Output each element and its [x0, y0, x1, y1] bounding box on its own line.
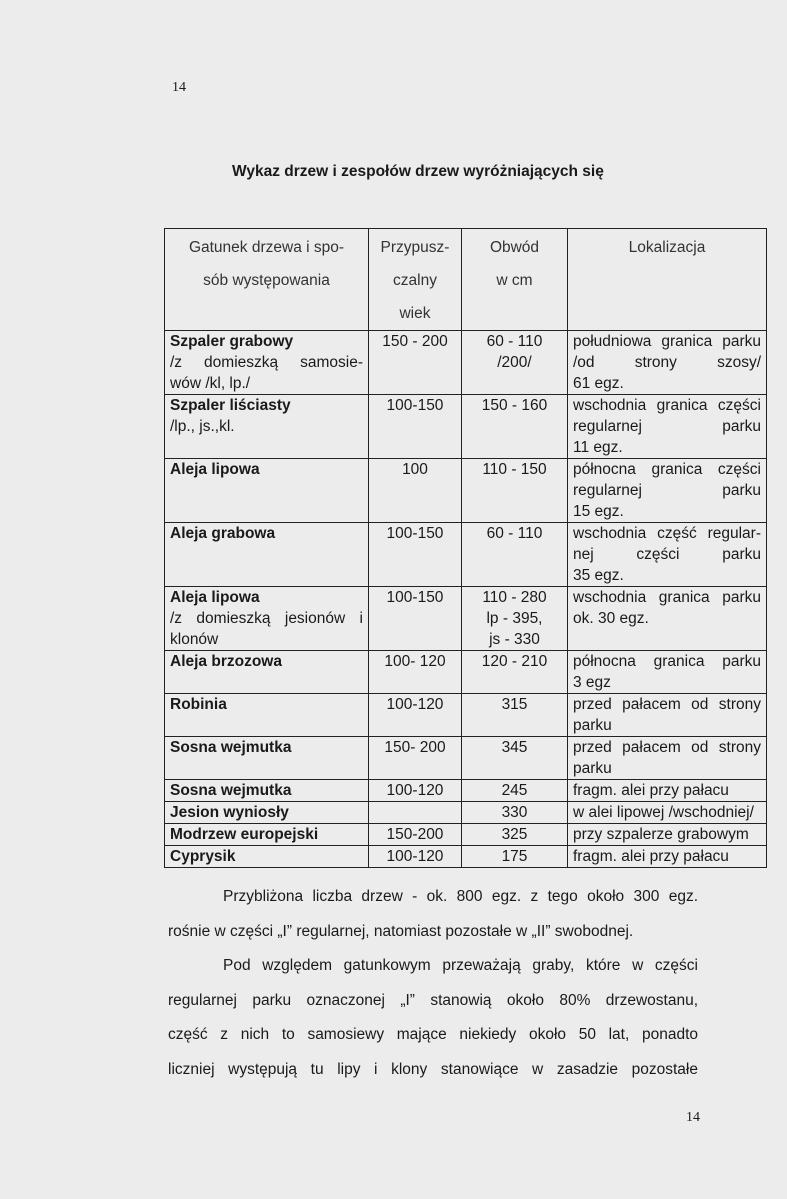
location-cell: [568, 587, 767, 651]
table-row: [165, 694, 767, 737]
circumference-cell: [462, 459, 568, 523]
paragraph-line: regularnej parku oznaczonej „I” stanowią około 80% drzewostanu,: [168, 991, 698, 1009]
species-name: Sosna wejmutka: [170, 739, 292, 756]
species-cell: [165, 737, 369, 780]
species-detail: klonów: [170, 631, 219, 648]
location-cell: [568, 802, 767, 824]
circumference-line: 120 - 210: [481, 653, 548, 670]
location-line: w alei lipowej /wschodniej/: [573, 804, 754, 821]
species-cell: [165, 523, 369, 587]
age-cell: 100-150: [369, 587, 462, 651]
table-row: [165, 737, 767, 780]
age-cell: 150-200: [369, 824, 462, 846]
age-cell: 100-120: [369, 780, 462, 802]
location-cell: [568, 824, 767, 846]
circumference-cell: [462, 846, 568, 868]
table-row: [165, 780, 767, 802]
location-line: regularnej parku: [573, 418, 761, 435]
table-row: [165, 395, 767, 459]
location-cell: [568, 737, 767, 780]
table-row: [165, 846, 767, 868]
species-detail: /lp., js.,kl.: [170, 418, 235, 435]
location-line: parku: [573, 760, 612, 777]
table-row: [165, 587, 767, 651]
age-cell: 100- 120: [369, 651, 462, 694]
location-cell: [568, 694, 767, 737]
circumference-line: 110 - 280: [482, 589, 547, 606]
species-cell: [165, 694, 369, 737]
table-row: [165, 651, 767, 694]
age-cell: 150 - 200: [369, 331, 462, 395]
species-detail: wów /kl, lp./: [170, 375, 251, 392]
circumference-line: js - 330: [489, 631, 540, 648]
location-line: 15 egz.: [573, 503, 624, 520]
circumference-line: 245: [501, 782, 528, 799]
age-cell: [369, 802, 462, 824]
species-cell: [165, 651, 369, 694]
location-line: fragm. alei przy pałacu: [573, 782, 729, 799]
location-cell: [568, 459, 767, 523]
location-line: parku: [573, 717, 612, 734]
circumference-cell: [462, 737, 568, 780]
species-cell: [165, 824, 369, 846]
paragraph-line: część z nich to samosiewy mające niekiedy około 50 lat, ponadto: [168, 1026, 698, 1043]
species-detail: /z domieszką jesionów i: [170, 610, 363, 627]
age-cell: 100: [369, 459, 462, 523]
circumference-cell: [462, 802, 568, 824]
location-line: nej części parku: [573, 546, 761, 563]
document-title: Wykaz drzew i zespołów drzew wyróżniających się: [232, 163, 604, 180]
header-species: Gatunek drzewa i spo- sób występowania: [165, 229, 369, 331]
header-age: Przypusz- czalny wiek: [369, 229, 462, 331]
circumference-line: 330: [501, 804, 528, 821]
paragraph-line: rośnie w części „I” regularnej, natomiast pozostałe w „II” swobodnej.: [168, 922, 634, 940]
body-text: [168, 880, 698, 1087]
species-name: Aleja lipowa: [170, 589, 260, 606]
location-line: 3 egz: [573, 674, 611, 691]
location-line: przy szpalerze grabowym: [573, 826, 749, 843]
location-line: 35 egz.: [573, 567, 624, 584]
location-line: /od strony szosy/: [573, 354, 761, 371]
age-cell: 100-120: [369, 846, 462, 868]
location-line: wschodnia granica parku: [573, 589, 761, 606]
species-cell: [165, 395, 369, 459]
location-cell: [568, 523, 767, 587]
location-line: przed pałacem od strony: [573, 739, 761, 756]
circumference-line: 150 - 160: [481, 397, 548, 414]
circumference-cell: [462, 694, 568, 737]
table-header-row: [165, 229, 767, 331]
species-name: Szpaler liściasty: [170, 397, 291, 414]
age-cell: 150- 200: [369, 737, 462, 780]
circumference-cell: [462, 331, 568, 395]
species-name: Aleja brzozowa: [170, 653, 282, 670]
page-number-top: 14: [172, 80, 186, 95]
circumference-cell: [462, 780, 568, 802]
species-cell: [165, 846, 369, 868]
age-cell: 100-150: [369, 523, 462, 587]
age-cell: 100-120: [369, 694, 462, 737]
species-name: Modrzew europejski: [170, 826, 319, 843]
table-row: [165, 459, 767, 523]
location-line: wschodnia granica części: [573, 397, 761, 414]
table-row: [165, 802, 767, 824]
location-line: wschodnia część regular-: [573, 525, 761, 542]
species-cell: [165, 331, 369, 395]
species-name: Aleja grabowa: [170, 525, 276, 542]
circumference-cell: [462, 587, 568, 651]
location-cell: [568, 331, 767, 395]
circumference-line: 345: [501, 739, 528, 756]
circumference-cell: [462, 395, 568, 459]
circumference-line: /200/: [497, 354, 532, 371]
location-cell: [568, 780, 767, 802]
species-cell: [165, 802, 369, 824]
location-line: 61 egz.: [573, 375, 624, 392]
location-line: północna granica parku: [573, 653, 761, 670]
species-cell: [165, 587, 369, 651]
species-cell: [165, 780, 369, 802]
circumference-line: 60 - 110: [486, 333, 543, 350]
location-line: regularnej parku: [573, 482, 761, 499]
circumference-line: lp - 395,: [486, 610, 543, 627]
circumference-cell: [462, 651, 568, 694]
circumference-cell: [462, 523, 568, 587]
circumference-line: 110 - 150: [482, 461, 547, 478]
location-line: północna granica części: [573, 461, 761, 478]
species-name: Sosna wejmutka: [170, 782, 292, 799]
table-row: [165, 331, 767, 395]
table-row: [165, 523, 767, 587]
species-name: Aleja lipowa: [170, 461, 260, 478]
circumference-line: 325: [501, 826, 528, 843]
paragraph-line: Przybliżona liczba drzew - ok. 800 egz. z tego około 300 egz.: [223, 888, 698, 905]
trees-table: [164, 228, 767, 868]
location-cell: [568, 651, 767, 694]
header-circumference: Obwód w cm: [462, 229, 568, 331]
species-name: Jesion wyniosły: [170, 804, 289, 821]
species-name: Szpaler grabowy: [170, 333, 294, 350]
location-cell: [568, 846, 767, 868]
age-cell: 100-150: [369, 395, 462, 459]
location-line: ok. 30 egz.: [573, 610, 649, 627]
circumference-line: 175: [501, 848, 528, 865]
circumference-line: 60 - 110: [486, 525, 543, 542]
table-row: [165, 824, 767, 846]
location-line: 11 egz.: [573, 439, 623, 456]
paragraph-line: Pod względem gatunkowym przeważają graby, które w części: [223, 957, 698, 974]
species-cell: [165, 459, 369, 523]
page-number-bottom: 14: [686, 1110, 700, 1125]
circumference-line: 315: [501, 696, 528, 713]
species-detail: /z domieszką samosie-: [170, 354, 363, 371]
location-line: przed pałacem od strony: [573, 696, 761, 713]
location-line: południowa granica parku: [573, 333, 761, 350]
circumference-cell: [462, 824, 568, 846]
header-location: Lokalizacja: [568, 229, 767, 331]
location-cell: [568, 395, 767, 459]
paragraph-line: liczniej występują tu lipy i klony stanowiące w zasadzie pozostałe: [168, 1060, 698, 1078]
species-name: Robinia: [170, 696, 227, 713]
species-name: Cyprysik: [170, 848, 236, 865]
location-line: fragm. alei przy pałacu: [573, 848, 729, 865]
